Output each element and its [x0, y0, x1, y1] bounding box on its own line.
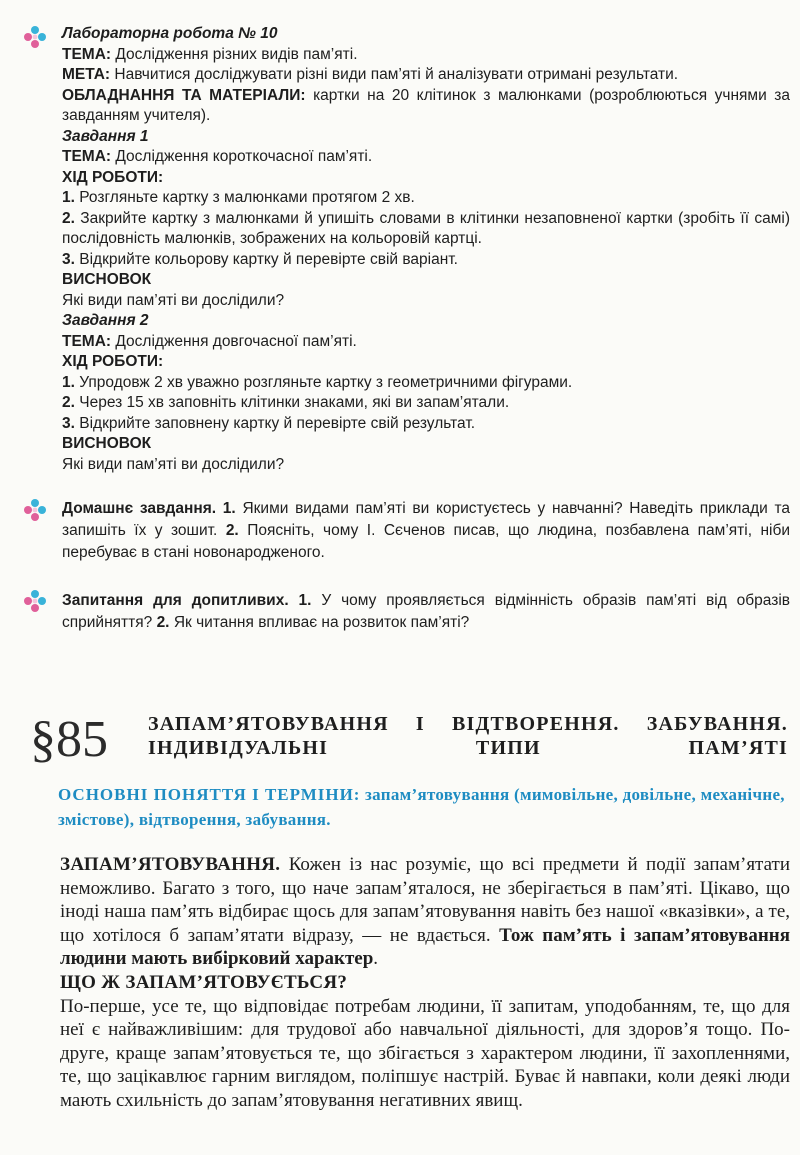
task1-title: Завдання 1 [62, 127, 149, 145]
homework: Домашнє завдання. 1. Якими видами пам’яті ви користуєтесь у навчанні? Наведіть приклади та запишіть їх у зошит. 2. Поясніть, чому І. Сєченов писав, що людина, позбавлена пам’яті, ніби перебуває в стані новонародженого. [62, 500, 791, 561]
flower-bullet-icon [22, 497, 48, 523]
task2-step-2: 2. Через 15 хв заповніть клітинки знаками, які ви запам’ятали. [62, 394, 510, 411]
homework-label: Домашнє завдання. [62, 500, 217, 517]
curious-label: Запитання для допитливих. [62, 592, 289, 609]
task1-step-3: 3. Відкрийте кольорову картку й перевірте свій варіант. [62, 250, 458, 268]
task1-step-1: 1. Розгляньте картку з малюнками протягом 2 хв. [62, 189, 415, 206]
body-text [60, 853, 790, 1113]
concepts-text: запам’ятовування (мимовільне, довільне, механічне, змістове), відтворення, забування. [58, 785, 785, 829]
task2-conclusion-label: ВИСНОВОК [62, 435, 152, 452]
lab-meta: МЕТА: Навчитися досліджувати різні види пам’яті й аналізувати отримані результати. [62, 66, 679, 83]
lab-title: Лабораторна робота № 10 [62, 25, 278, 42]
task2-step-3: 3. Відкрийте заповнену картку й перевірте свій результат. [62, 414, 476, 432]
task2-conclusion: Які види пам’яті ви дослідили? [62, 455, 285, 473]
basic-concepts [58, 782, 788, 832]
task1-conclusion: Які види пам’яті ви дослідили? [62, 291, 285, 309]
subheading: ЩО Ж ЗАПАМ’ЯТОВУЄТЬСЯ? [60, 971, 348, 993]
task1-step-2: 2. Закрийте картку з малюнками й упишіть словами в клітинки незаповненої картки (зробіть її самі) послідовність малюнків, зображених на кольоровій картці. [62, 209, 791, 247]
curious-questions: Запитання для допитливих. 1. У чому проявляється відмінність образів пам’яті від образів сприйняття? 2. Як читання впливає на розвиток пам’яті? [62, 592, 790, 631]
flower-bullet-icon [22, 24, 48, 50]
lab-work [62, 24, 790, 475]
section-title: ЗАПАМ’ЯТОВУВАННЯ І ВІДТВОРЕННЯ. ЗАБУВАННЯ. ІНДИВІДУАЛЬНІ ТИПИ ПАМ’ЯТІ [148, 713, 788, 759]
lab-equipment: ОБЛАДНАННЯ ТА МАТЕРІАЛИ: картки на 20 клітинок з малюнками (розроблюються учнями за завданням учителя). [62, 86, 790, 124]
paragraph-1: ЗАПАМ’ЯТОВУВАННЯ. Кожен із нас розуміє, що всі предмети й події запам’ятати неможливо. Багато з того, що наче запам’яталося, не зберігається в пам’яті. Цікаво, що іноді наша пам’ять відбирає щось для запам’ятовування навіть без нашої «вказівки», а те, що хотілося б запам’ятати відразу, — не вдається. Тож пам’ять і запам’ятовування людини мають вибірковий характер. [60, 854, 791, 970]
task2-tema: ТЕМА: Дослідження довгочасної пам’яті. [62, 332, 357, 350]
section-number: §85 [30, 711, 108, 768]
lab-tema: ТЕМА: Дослідження різних видів пам’яті. [62, 45, 358, 63]
task1-steps-label: ХІД РОБОТИ: [62, 168, 164, 186]
task1-tema: ТЕМА: Дослідження короткочасної пам’яті. [62, 148, 373, 165]
task2-step-1: 1. Упродовж 2 хв уважно розгляньте картку з геометричними фігурами. [62, 373, 573, 391]
paragraph-2: По-перше, усе те, що відповідає потребам людини, її запитам, уподобанням, те, що для неї є найважливішим: для трудової або навчальної діяльності, для здоров’я тощо. По-друге, краще запам’ятовується те, що збігається з характером людини, її захопленнями, те, що зацікавлює гарним виглядом, поліпшує настрій. Буває й навпаки, коли деякі люди мають схильність до запам’ятовування негативних явищ. [60, 995, 790, 1111]
task2-title: Завдання 2 [62, 312, 149, 329]
flower-bullet-icon [22, 588, 48, 614]
concepts-label: ОСНОВНІ ПОНЯТТЯ І ТЕРМІНИ: [58, 785, 361, 804]
task1-conclusion-label: ВИСНОВОК [62, 271, 152, 288]
task2-steps-label: ХІД РОБОТИ: [62, 353, 164, 370]
